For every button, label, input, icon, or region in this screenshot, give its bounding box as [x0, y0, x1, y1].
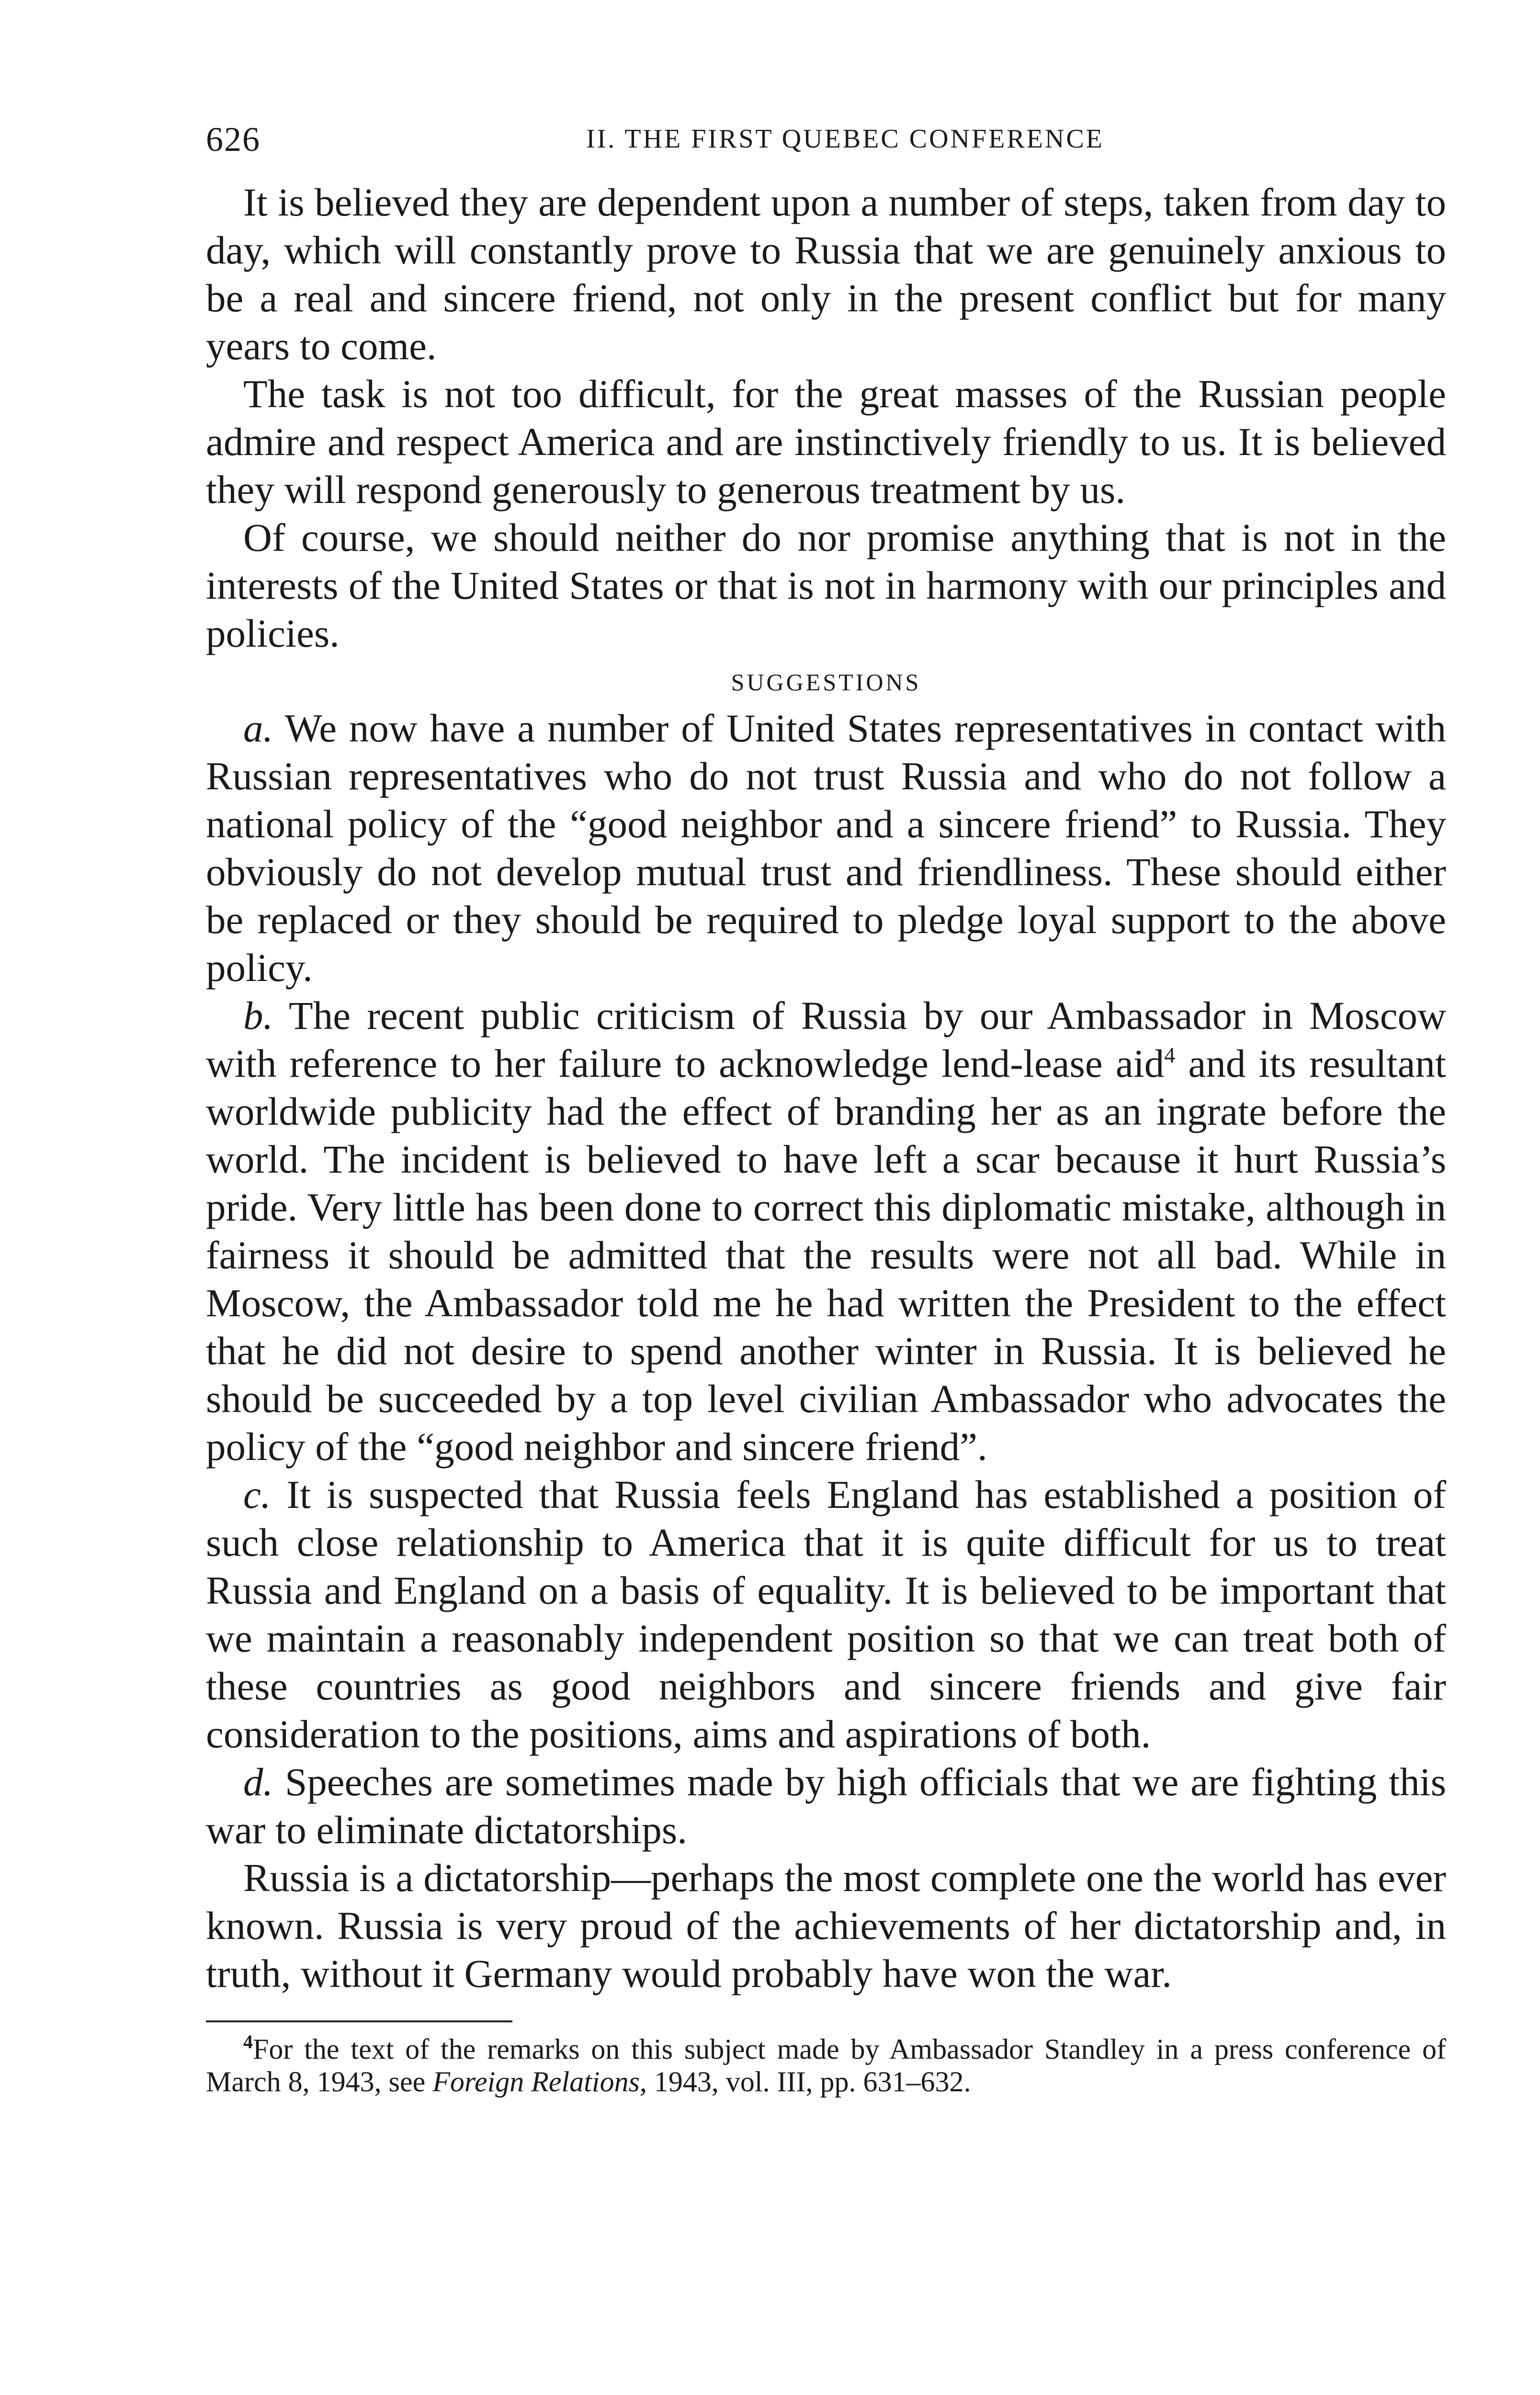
- footnote-number: 4: [243, 2031, 253, 2053]
- page-number: 626: [206, 120, 260, 159]
- footnote-text-before: For the text of the remarks on this subject made by Ambassador Standley in a press conference of March 8, 1943, see: [206, 2033, 1446, 2098]
- page-header: [206, 120, 1446, 172]
- footnote-publication-title: Foreign Relations,: [432, 2066, 647, 2098]
- suggestion-d-text: Speeches are sometimes made by high officials that we are fighting this war to eliminate dictatorships.: [206, 1760, 1446, 1852]
- footnote: [206, 2033, 1446, 2098]
- footnote-reference: 4: [1164, 1043, 1176, 1067]
- suggestion-c-label: c.: [243, 1472, 271, 1517]
- running-head: II. THE FIRST QUEBEC CONFERENCE: [586, 124, 1104, 154]
- suggestion-a: [206, 704, 1446, 992]
- suggestion-c: [206, 1471, 1446, 1758]
- body-text: [206, 178, 1446, 1997]
- footnote-text-after: 1943, vol. III, pp. 631–632.: [654, 2066, 971, 2098]
- suggestion-a-text: We now have a number of United States representatives in contact with Russian representatives who do not trust Russia and who do not follow a national policy of the “good neighbor and a sincere friend” to Russia. They obviously do not develop mutual trust and friendliness. These should either be replaced or they should be required to pledge loyal support to the above policy.: [206, 706, 1446, 990]
- suggestion-b-text-after: and its resultant worldwide publicity had the effect of branding her as an ingrate before the world. The incident is believed to have left a scar because it hurt Russia’s pride. Very little has been done to correct this diplomatic mistake, although in fairness it should be admitted that the results were not all bad. While in Moscow, the Ambassador told me he had written the President to the effect that he did not desire to spend another winter in Russia. It is believed he should be succeeded by a top level civilian Ambassador who advocates the policy of the “good neighbor and sincere friend”.: [206, 1041, 1446, 1469]
- footnote-4: [206, 2033, 1446, 2098]
- suggestion-b: [206, 992, 1446, 1471]
- suggestion-c-text: It is suspected that Russia feels England has established a position of such close relationship to America that it is quite difficult for us to treat Russia and England on a basis of equality. It is believed to be important that we maintain a reasonably independent position so that we can treat both of these countries as good neighbors and sincere friends and give fair consideration to the positions, aims and aspirations of both.: [206, 1472, 1447, 1756]
- suggestion-d-continued: Russia is a dictatorship—perhaps the most complete one the world has ever known. Russia is very proud of the achievements of her dictatorship and, in truth, without it Germany would probably have won the war.: [206, 1856, 1446, 1996]
- paragraph-1: It is believed they are dependent upon a number of steps, taken from day to day, which will constantly prove to Russia that we are genuinely anxious to be a real and sincere friend, not only in the present conflict but for many years to come.: [206, 180, 1446, 368]
- suggestion-a-label: a.: [243, 706, 273, 750]
- document-page: [206, 120, 1446, 2098]
- suggestion-b-label: b.: [243, 993, 273, 1038]
- suggestion-b-text-before: The recent public criticism of Russia by our Ambassador in Moscow with reference to her failure to acknowledge lend-lease aid: [206, 993, 1446, 1085]
- footnote-divider: [206, 2020, 512, 2022]
- suggestion-d: [206, 1758, 1446, 1854]
- paragraph-3: Of course, we should neither do nor promise anything that is not in the interests of the United States or that is not in harmony with our principles and policies.: [206, 515, 1446, 655]
- section-heading-suggestions: SUGGESTIONS: [731, 669, 921, 696]
- suggestion-d-label: d.: [243, 1760, 273, 1804]
- paragraph-2: The task is not too difficult, for the great masses of the Russian people admire and respect America and are instinctively friendly to us. It is believed they will respond generously to generous treatment by us.: [206, 372, 1446, 512]
